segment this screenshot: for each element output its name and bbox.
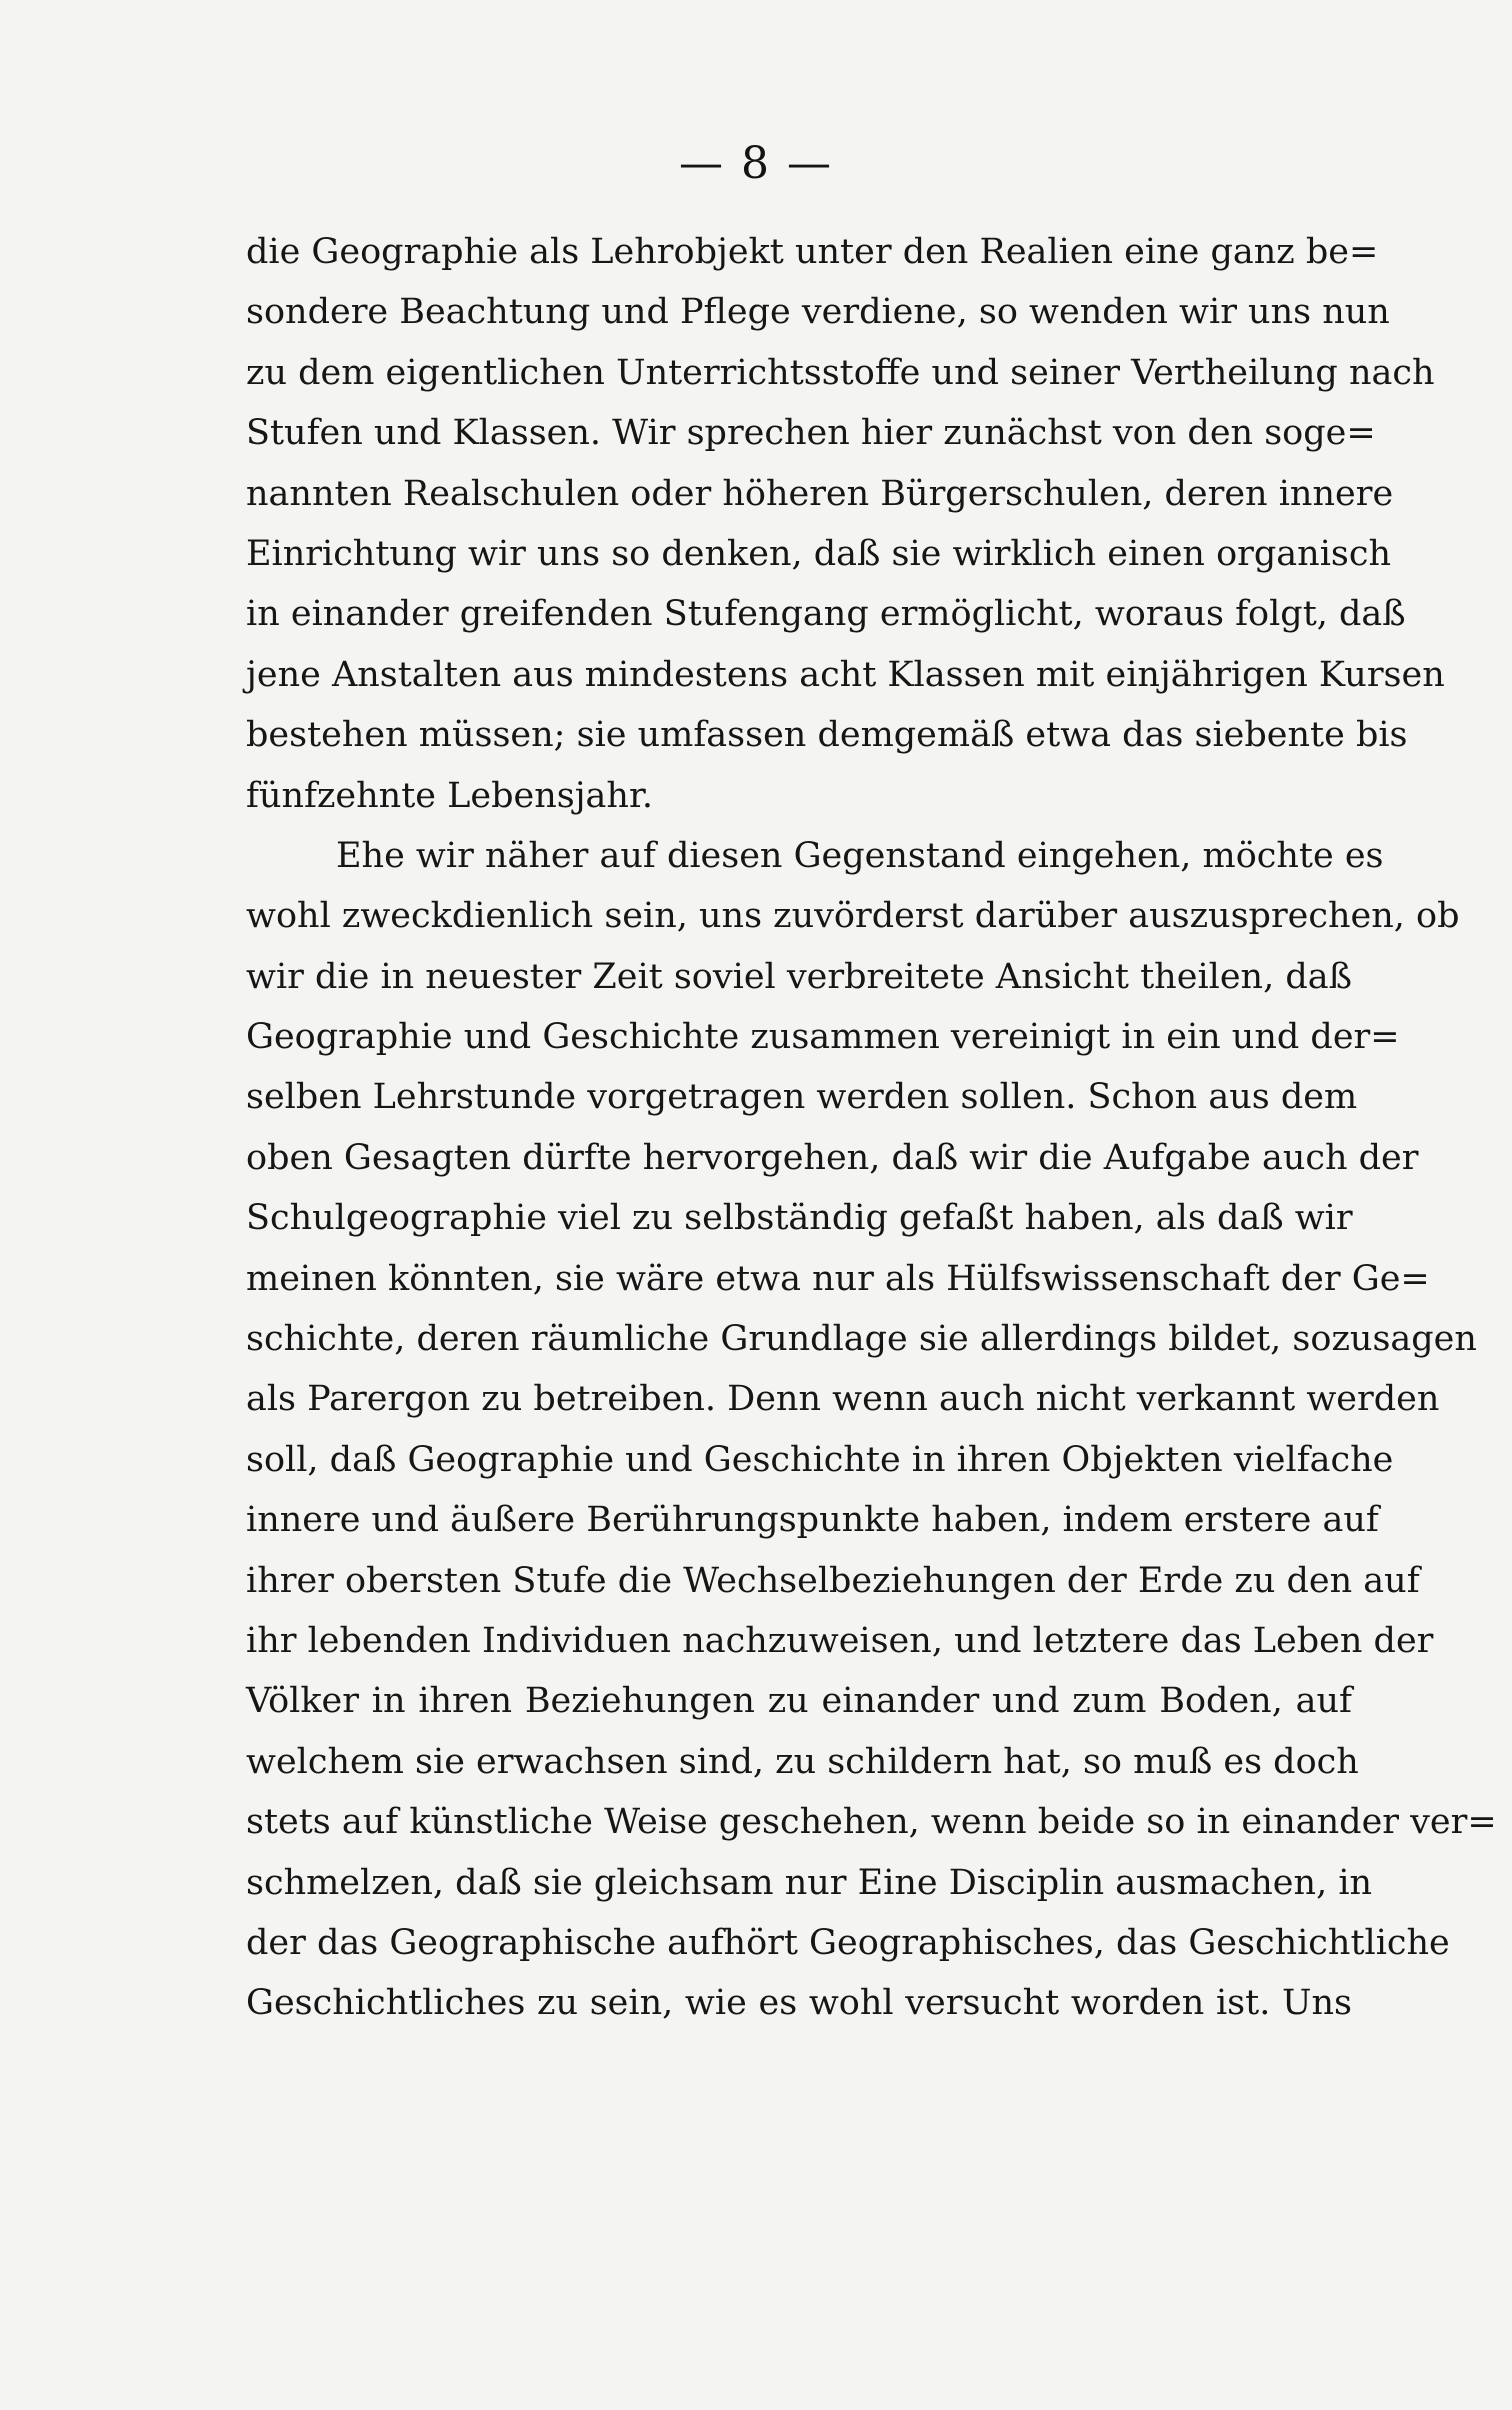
text-line: zu dem eigentlichen Unterrichtsstoffe und seiner Vertheilung nach — [246, 352, 1435, 393]
text-line: wohl zweckdienlich sein, uns zuvörderst darüber auszusprechen, ob — [246, 896, 1460, 937]
text-line: Schulgeographie viel zu selbständig gefaßt haben, als daß wir — [246, 1198, 1353, 1239]
text-line: innere und äußere Berührungspunkte haben, indem erstere auf — [246, 1500, 1379, 1541]
text-line: schichte, deren räumliche Grundlage sie allerdings bildet, sozusagen — [246, 1319, 1477, 1360]
text-line: jene Anstalten aus mindestens acht Klassen mit einjährigen Kursen — [246, 654, 1445, 695]
text-line: Geographie und Geschichte zusammen vereinigt in ein und der= — [246, 1017, 1400, 1058]
text-line: nannten Realschulen oder höheren Bürgerschulen, deren innere — [246, 473, 1394, 514]
text-line: Völker in ihren Beziehungen zu einander und zum Boden, auf — [246, 1681, 1352, 1722]
text-line: sondere Beachtung und Pflege verdiene, so wenden wir uns nun — [246, 292, 1390, 333]
text-line: die Geographie als Lehrobjekt unter den Realien eine ganz be= — [246, 232, 1379, 272]
text-line: meinen könnten, sie wäre etwa nur als Hülfswissenschaft der Ge= — [246, 1258, 1430, 1299]
text-line: welchem sie erwachsen sind, zu schildern hat, so muß es doch — [246, 1741, 1359, 1782]
text-line: oben Gesagten dürfte hervorgehen, daß wir die Aufgabe auch der — [246, 1137, 1419, 1178]
text-line: Stufen und Klassen. Wir sprechen hier zunächst von den soge= — [246, 413, 1376, 454]
text-line: selben Lehrstunde vorgetragen werden sollen. Schon aus dem — [246, 1077, 1358, 1118]
text-line: fünfzehnte Lebensjahr. — [246, 775, 653, 816]
text-line: als Parergon zu betreiben. Denn wenn auch nicht verkannt werden — [246, 1379, 1440, 1420]
text-line: stets auf künstliche Weise geschehen, wenn beide so in einander ver= — [246, 1802, 1497, 1843]
text-line: der das Geographische aufhört Geographisches, das Geschichtliche — [246, 1922, 1450, 1963]
body-text — [246, 222, 1497, 2034]
text-line: Einrichtung wir uns so denken, daß sie wirklich einen organisch — [246, 533, 1392, 574]
page-number: — 8 — — [679, 138, 833, 189]
text-line: soll, daß Geographie und Geschichte in ihren Objekten vielfache — [246, 1439, 1394, 1480]
text-line: in einander greifenden Stufengang ermöglicht, woraus folgt, daß — [246, 594, 1406, 635]
text-line: ihrer obersten Stufe die Wechselbeziehungen der Erde zu den auf — [246, 1560, 1420, 1601]
text-line: schmelzen, daß sie gleichsam nur Eine Disciplin ausmachen, in — [246, 1862, 1373, 1903]
text-line: ihr lebenden Individuen nachzuweisen, und letztere das Leben der — [246, 1620, 1434, 1661]
text-line: bestehen müssen; sie umfassen demgemäß etwa das siebente bis — [246, 715, 1408, 756]
text-line: wir die in neuester Zeit soviel verbreitete Ansicht theilen, daß — [246, 956, 1352, 997]
text-line: Geschichtliches zu sein, wie es wohl versucht worden ist. Uns — [246, 1983, 1352, 2024]
text-line: Ehe wir näher auf diesen Gegenstand eingehen, möchte es — [336, 835, 1384, 876]
